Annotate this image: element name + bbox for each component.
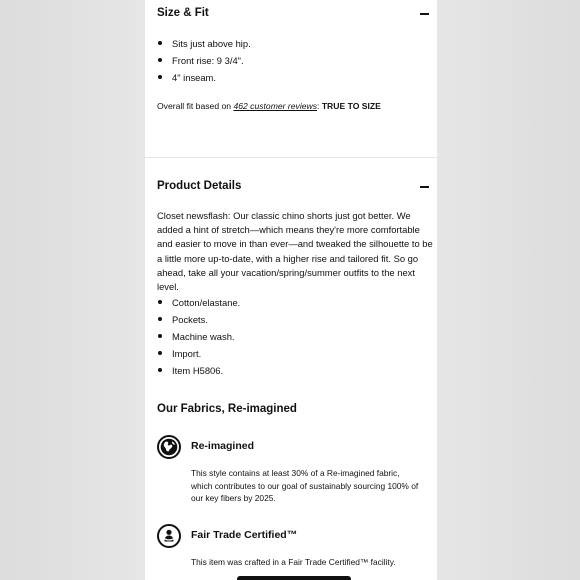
list-item: Pockets.: [157, 311, 240, 328]
bullet-icon: [158, 300, 162, 304]
fair-trade-icon: [157, 524, 181, 548]
bullet-icon: [158, 334, 162, 338]
list-item: Front rise: 9 3/4".: [157, 52, 251, 69]
product-details-title: Product Details: [157, 180, 242, 192]
fit-rating: TRUE TO SIZE: [321, 101, 381, 111]
list-item: Item H5806.: [157, 362, 240, 379]
bullet-icon: [158, 317, 162, 321]
list-item: Cotton/elastane.: [157, 294, 240, 311]
product-description: Closet newsflash: Our classic chino shorts just got better. We added a hint of stretch—which means they're more comfortable and easier to move in than ever—and tweaked the silhouette to be a little more up-to-date, with a higher rise and tailored fit. So go ahead, take all your vacation/spring/summer outfits to the next level.: [157, 210, 433, 293]
bullet-icon: [158, 75, 162, 79]
background-left: [0, 0, 145, 580]
background-right: [437, 0, 580, 580]
fabrics-title: Our Fabrics, Re-imagined: [157, 403, 297, 415]
reimagined-title: Re-imagined: [191, 440, 255, 452]
overall-fit-line: Overall fit based on 462 customer reviews: TRUE TO SIZE: [157, 101, 381, 111]
list-item: 4" inseam.: [157, 69, 251, 86]
size-fit-list: [157, 35, 251, 86]
section-divider: [145, 157, 437, 158]
reimagined-text: This style contains at least 30% of a Re-imagined fabric, which contributes to our goal of sustainably sourcing 100% of our key fibers by 2025.: [191, 468, 419, 504]
bullet-icon: [158, 351, 162, 355]
bullet-icon: [158, 368, 162, 372]
bullet-icon: [158, 58, 162, 62]
sticky-bar-edge: [237, 576, 351, 580]
fair-trade-text: This item was crafted in a Fair Trade Certified™ facility.: [191, 557, 396, 567]
product-details-collapse-icon[interactable]: [420, 186, 429, 188]
bullet-icon: [158, 41, 162, 45]
globe-icon: [157, 435, 181, 459]
size-fit-title: Size & Fit: [157, 7, 209, 19]
product-info-panel: [145, 0, 437, 580]
customer-reviews-link[interactable]: 462 customer reviews: [233, 101, 318, 111]
size-fit-collapse-icon[interactable]: [420, 13, 429, 15]
list-item: Import.: [157, 345, 240, 362]
list-item: Machine wash.: [157, 328, 240, 345]
fair-trade-title: Fair Trade Certified™: [191, 529, 298, 541]
product-details-list: [157, 294, 240, 379]
list-item: Sits just above hip.: [157, 35, 251, 52]
